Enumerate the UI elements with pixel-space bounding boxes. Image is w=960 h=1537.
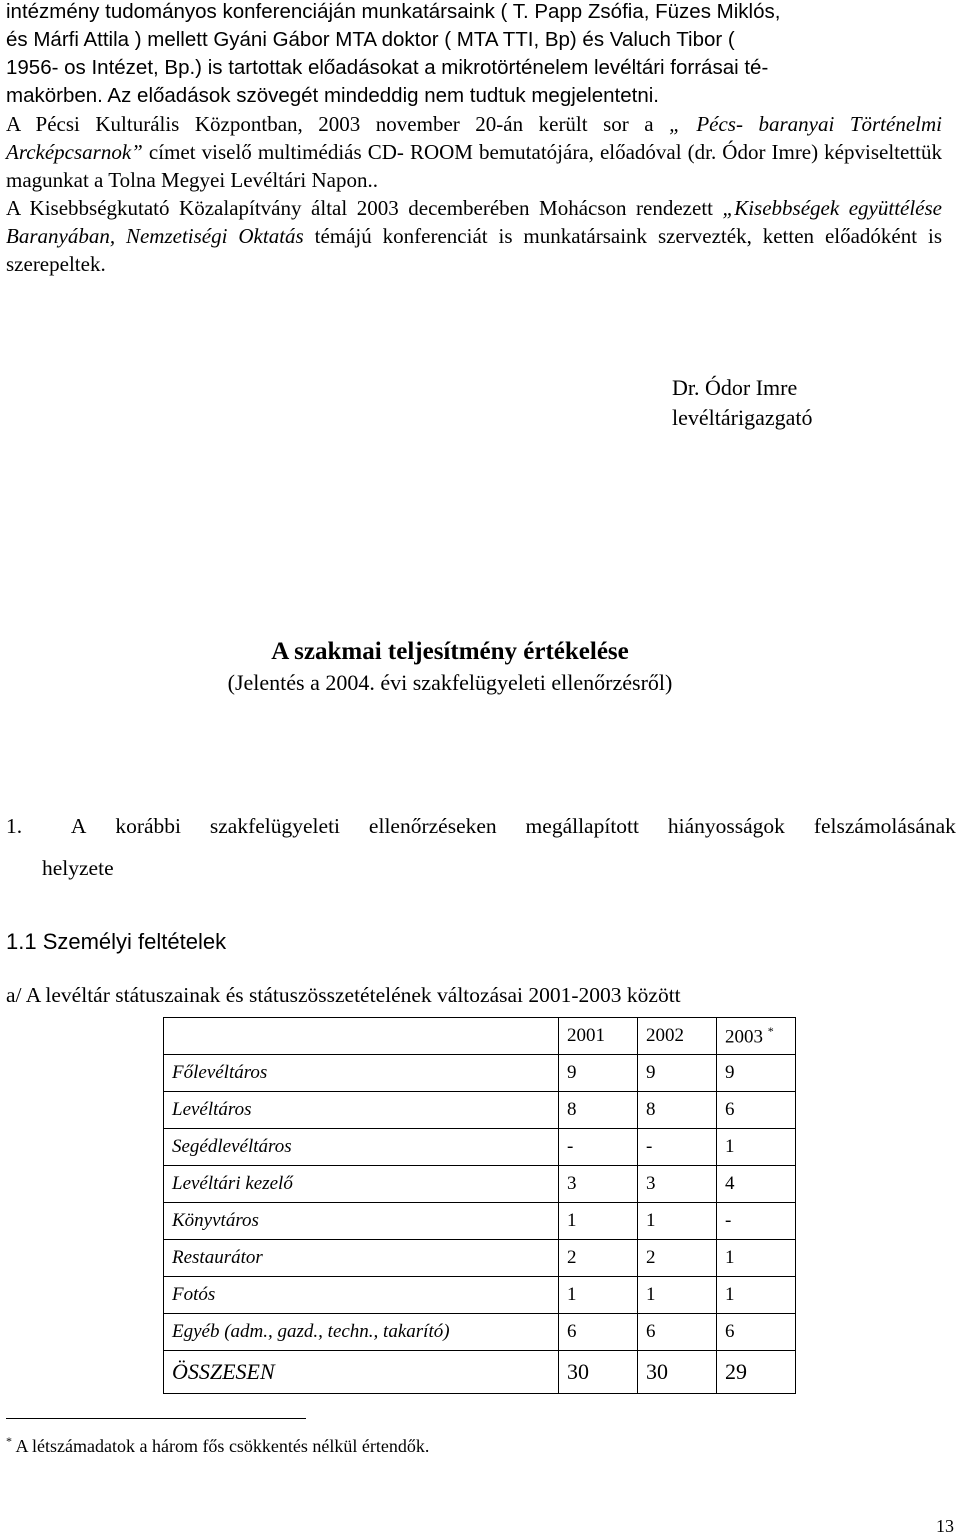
pecs-text-pre: A Pécsi Kulturális Központban, 2003 november 20-án került sor a (6, 112, 670, 136)
year-header: 2002 (638, 1018, 717, 1055)
mohacs-title-italic: „Kisebbségek együttélése Baranyában, Nemzetiségi Oktatás (6, 196, 942, 248)
row-value: 2 (559, 1240, 638, 1277)
row-value: 1 (638, 1203, 717, 1240)
pecs-text-post: címet viselő multimédiás CD- ROOM bemutatójára, előadóval (dr. Ódor Imre) képviseltettük magunkat a Tolna Megyei Levéltári Napon.. (6, 140, 942, 192)
year-header: 2001 (559, 1018, 638, 1055)
table-row (164, 1055, 796, 1092)
table-corner-cell (164, 1018, 559, 1055)
staff-table (163, 1017, 796, 1394)
paragraph-mohacs (6, 194, 942, 278)
row-value: - (717, 1203, 796, 1240)
table-row (164, 1277, 796, 1314)
section-1-word: hiányosságok (667, 814, 785, 838)
footnote-mark: * (6, 1434, 12, 1448)
row-label: Főlevéltáros (164, 1055, 559, 1092)
row-value: 1 (559, 1277, 638, 1314)
paragraph-line-3: 1956- os Intézet, Bp.) is tartottak előadásokat a mikrotörténelem levéltári forrásai té- (6, 56, 769, 79)
section-1-word: korábbi (115, 814, 181, 838)
section-1-heading (6, 811, 956, 883)
paragraph-line-2: és Márfi Attila ) mellett Gyáni Gábor MTA doktor ( MTA TTI, Bp) és Valuch Tibor ( (6, 28, 735, 51)
section-1-1-heading: 1.1 Személyi feltételek (6, 929, 227, 954)
signature-role: levéltárigazgató (672, 405, 813, 430)
row-value: 8 (638, 1092, 717, 1129)
table-row (164, 1240, 796, 1277)
row-label: Könyvtáros (164, 1203, 559, 1240)
page-number: 13 (936, 1516, 954, 1536)
year-header (717, 1018, 796, 1055)
pecs-title-italic: „ Pécs- baranyai Történelmi Arcképcsarnok” (6, 112, 942, 164)
row-value: 6 (559, 1314, 638, 1351)
footnote-text: A létszámadatok a három fős csökkentés nélkül értendők. (12, 1436, 430, 1456)
row-value: 6 (717, 1092, 796, 1129)
paragraph-line-1: intézmény tudományos konferenciáján munkatársaink ( T. Papp Zsófia, Füzes Miklós, (6, 0, 781, 23)
row-value: 3 (638, 1166, 717, 1203)
report-heading (0, 636, 900, 698)
row-value: 6 (638, 1314, 717, 1351)
table-row (164, 1092, 796, 1129)
section-1-number: 1. (6, 814, 23, 838)
total-value: 30 (638, 1351, 717, 1394)
row-value: 1 (717, 1240, 796, 1277)
row-value: 9 (717, 1055, 796, 1092)
table-header-row (164, 1018, 796, 1055)
table-row (164, 1129, 796, 1166)
signature-block (672, 373, 812, 433)
year-header-text: 2003 (725, 1026, 763, 1048)
section-a-heading: a/ A levéltár státuszainak és státuszösszetételének változásai 2001-2003 között (6, 983, 681, 1007)
total-value: 30 (559, 1351, 638, 1394)
section-1-word: megállapított (525, 814, 639, 838)
table-total-row (164, 1351, 796, 1394)
row-value: 8 (559, 1092, 638, 1129)
paragraph-pecs (6, 110, 942, 194)
row-value: 1 (638, 1277, 717, 1314)
section-1-word: felszámolásának (813, 814, 956, 838)
section-1-line (6, 811, 956, 841)
intro-paragraphs (6, 0, 942, 278)
section-1-word: szakfelügyeleti (209, 814, 341, 838)
row-label: Levéltári kezelő (164, 1166, 559, 1203)
row-value: 9 (638, 1055, 717, 1092)
row-value: 1 (717, 1129, 796, 1166)
mohacs-text-post: témájú konferenciát is munkatársaink szervezték, ketten előadóként is szerepeltek. (6, 224, 942, 276)
paragraph-line-4: makörben. Az előadások szövegét mindeddig nem tudtuk megjelentetni. (6, 84, 659, 107)
report-subtitle: (Jelentés a 2004. évi szakfelügyeleti ellenőrzésről) (227, 670, 673, 695)
row-value: 1 (717, 1277, 796, 1314)
row-label: Segédlevéltáros (164, 1129, 559, 1166)
row-value: - (559, 1129, 638, 1166)
signature-name: Dr. Ódor Imre (672, 375, 798, 400)
row-value: 3 (559, 1166, 638, 1203)
footnote-reference: * (767, 1023, 774, 1038)
row-label: Egyéb (adm., gazd., techn., takarító) (164, 1314, 559, 1351)
total-value: 29 (717, 1351, 796, 1394)
table-row (164, 1203, 796, 1240)
row-label: Fotós (164, 1277, 559, 1314)
footnote-separator (6, 1418, 306, 1419)
table-row (164, 1314, 796, 1351)
row-value: 2 (638, 1240, 717, 1277)
row-label: Levéltáros (164, 1092, 559, 1129)
row-value: 6 (717, 1314, 796, 1351)
row-label: Restaurátor (164, 1240, 559, 1277)
mohacs-text-pre: A Kisebbségkutató Közalapítvány által 2003 decemberében Mohácson rendezett (6, 196, 723, 220)
row-value: 9 (559, 1055, 638, 1092)
table-row (164, 1166, 796, 1203)
section-1-continuation: helyzete (42, 856, 114, 880)
section-1-word: ellenőrzéseken (368, 814, 497, 838)
section-1-word: A (70, 814, 87, 838)
row-value: 4 (717, 1166, 796, 1203)
row-value: 1 (559, 1203, 638, 1240)
row-value: - (638, 1129, 717, 1166)
total-label: ÖSSZESEN (164, 1351, 559, 1394)
footnote (6, 1428, 429, 1459)
report-title: A szakmai teljesítmény értékelése (271, 638, 629, 665)
